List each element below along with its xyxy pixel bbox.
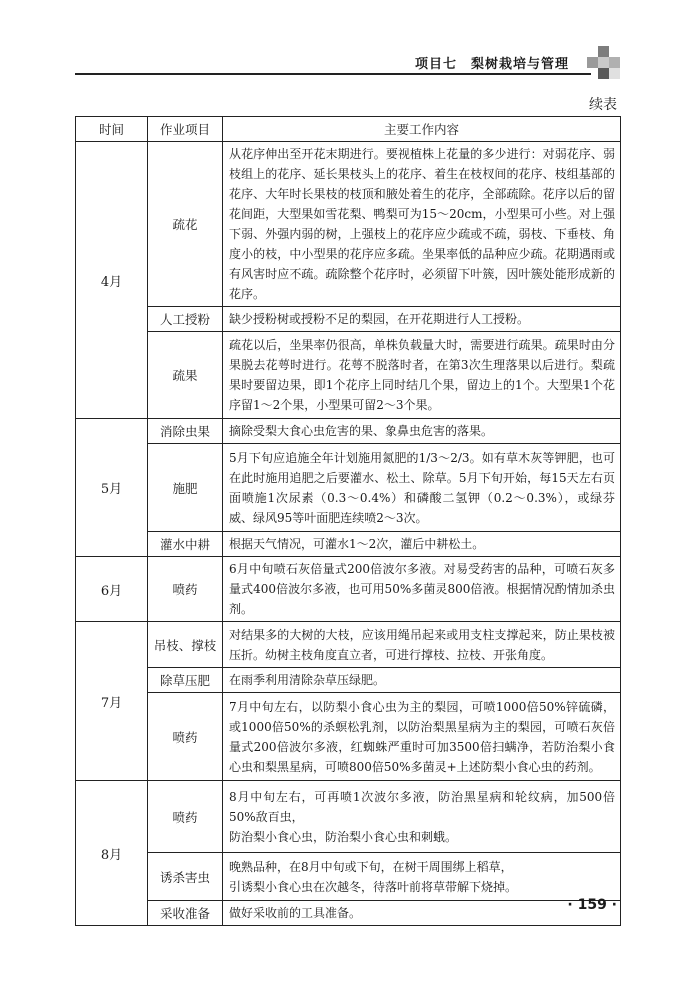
task-cell: 施肥 <box>148 444 223 532</box>
month-cell: 8月 <box>76 781 148 926</box>
table-row <box>76 693 621 781</box>
content-cell: 对结果多的大树的大枝，应该用绳吊起来或用支柱支撑起来，防止果枝被压折。幼树主枝角度直立者，可进行撑枝、拉枝、开张角度。 <box>223 622 621 668</box>
task-cell: 疏果 <box>148 332 223 419</box>
task-cell: 消除虫果 <box>148 419 223 444</box>
task-cell: 采收准备 <box>148 901 223 926</box>
content-cell: 从花序伸出至开花末期进行。要视植株上花量的多少进行：对弱花序、弱枝组上的花序、延长果枝头上的花序、着生在枝杈间的花序、枝组基部的花序、大年时长果枝的枝顶和腋处着生的花序，全部疏除。花序以后的留花间距，大型果如雪花梨、鸭梨可为15～20cm，小型果可小些。对上强下弱、外强内弱的树，上强枝上的花序应少疏或不疏，弱枝、下垂枝、角度小的枝，中小型果的花序应多疏。坐果率低的品种应少疏。花期遇雨或有风害时应不疏。疏除整个花序时，必须留下叶簇，因叶簇处能形成新的花序。 <box>223 142 621 307</box>
table-row <box>76 532 621 557</box>
task-cell: 喷药 <box>148 693 223 781</box>
content-cell: 晚熟品种，在8月中旬或下旬，在树干周围绑上稻草， 引诱梨小食心虫在次越冬，待落叶前将草带解下烧掉。 <box>223 853 621 901</box>
table-row <box>76 307 621 332</box>
month-cell: 6月 <box>76 557 148 622</box>
task-cell: 人工授粉 <box>148 307 223 332</box>
month-cell: 4月 <box>76 142 148 419</box>
column-header: 主要工作内容 <box>223 117 621 142</box>
task-cell: 除草压肥 <box>148 668 223 693</box>
corner-decoration <box>587 46 621 80</box>
month-cell: 5月 <box>76 419 148 557</box>
chapter-title: 项目七 梨树栽培与管理 <box>414 57 569 72</box>
content-cell: 7月中旬左右，以防梨小食心虫为主的梨园，可喷1000倍50%锌硫磷，或1000倍50%的杀螟松乳剂，以防治梨黑星病为主的梨园，可喷石灰倍量式200倍波尔多液，红蜘蛛严重时可加3500倍扫螨净，若防治梨小食心虫和梨黑星病，可喷800倍50%多菌灵+上述防梨小食心虫的药剂。 <box>223 693 621 781</box>
content-cell: 缺少授粉树或授粉不足的梨园，在开花期进行人工授粉。 <box>223 307 621 332</box>
continued-label: 续表 <box>589 97 617 113</box>
table-row <box>76 853 621 901</box>
content-cell: 在雨季利用清除杂草压绿肥。 <box>223 668 621 693</box>
task-cell: 灌水中耕 <box>148 532 223 557</box>
content-cell: 疏花以后，坐果率仍很高，单株负载量大时，需要进行疏果。疏果时由分果脱去花萼时进行。花萼不脱落时者，在第3次生理落果以后进行。梨疏果时要留边果，即1个花序上同时结几个果，留边上的1个。大型果1个花序留1～2个果，小型果可留2～3个果。 <box>223 332 621 419</box>
content-cell: 8月中旬左右，可再喷1次波尔多液，防治黑星病和轮纹病，加500倍50%敌百虫， 防治梨小食心虫，防治梨小食心虫和刺蛾。 <box>223 781 621 853</box>
page-number: · 159 · <box>567 897 617 913</box>
month-cell: 7月 <box>76 622 148 781</box>
task-cell: 疏花 <box>148 142 223 307</box>
table-row <box>76 622 621 668</box>
column-header: 时间 <box>76 117 148 142</box>
task-cell: 诱杀害虫 <box>148 853 223 901</box>
task-cell: 喷药 <box>148 557 223 622</box>
content-cell: 5月下旬应追施全年计划施用氮肥的1/3～2/3。如有草木灰等钾肥，也可在此时施用追肥之后要灌水、松土、除草。5月下旬开始，每15天左右页面喷施1次尿素（0.3～0.4%）和磷酸二氢钾（0.2～0.3%），或绿芬威、绿风95等叶面肥连续喷2～3次。 <box>223 444 621 532</box>
task-cell: 吊枝、撑枝 <box>148 622 223 668</box>
table-header-row <box>76 117 621 142</box>
task-cell: 喷药 <box>148 781 223 853</box>
content-cell: 6月中旬喷石灰倍量式200倍波尔多液。对易受药害的品种，可喷石灰多量式400倍波尔多液，也可用50%多菌灵800倍液。根据情况酌情加杀虫剂。 <box>223 557 621 622</box>
table-row <box>76 668 621 693</box>
work-schedule-table <box>75 116 621 926</box>
table-row <box>76 419 621 444</box>
table-row <box>76 444 621 532</box>
content-cell: 做好采收前的工具准备。 <box>223 901 621 926</box>
table-row <box>76 901 621 926</box>
content-cell: 根据天气情况，可灌水1～2次，灌后中耕松土。 <box>223 532 621 557</box>
table-row <box>76 557 621 622</box>
table-row <box>76 142 621 307</box>
content-cell: 摘除受梨大食心虫危害的果、象鼻虫危害的落果。 <box>223 419 621 444</box>
column-header: 作业项目 <box>148 117 223 142</box>
table-row <box>76 332 621 419</box>
table-row <box>76 781 621 853</box>
header-rule <box>75 73 591 75</box>
